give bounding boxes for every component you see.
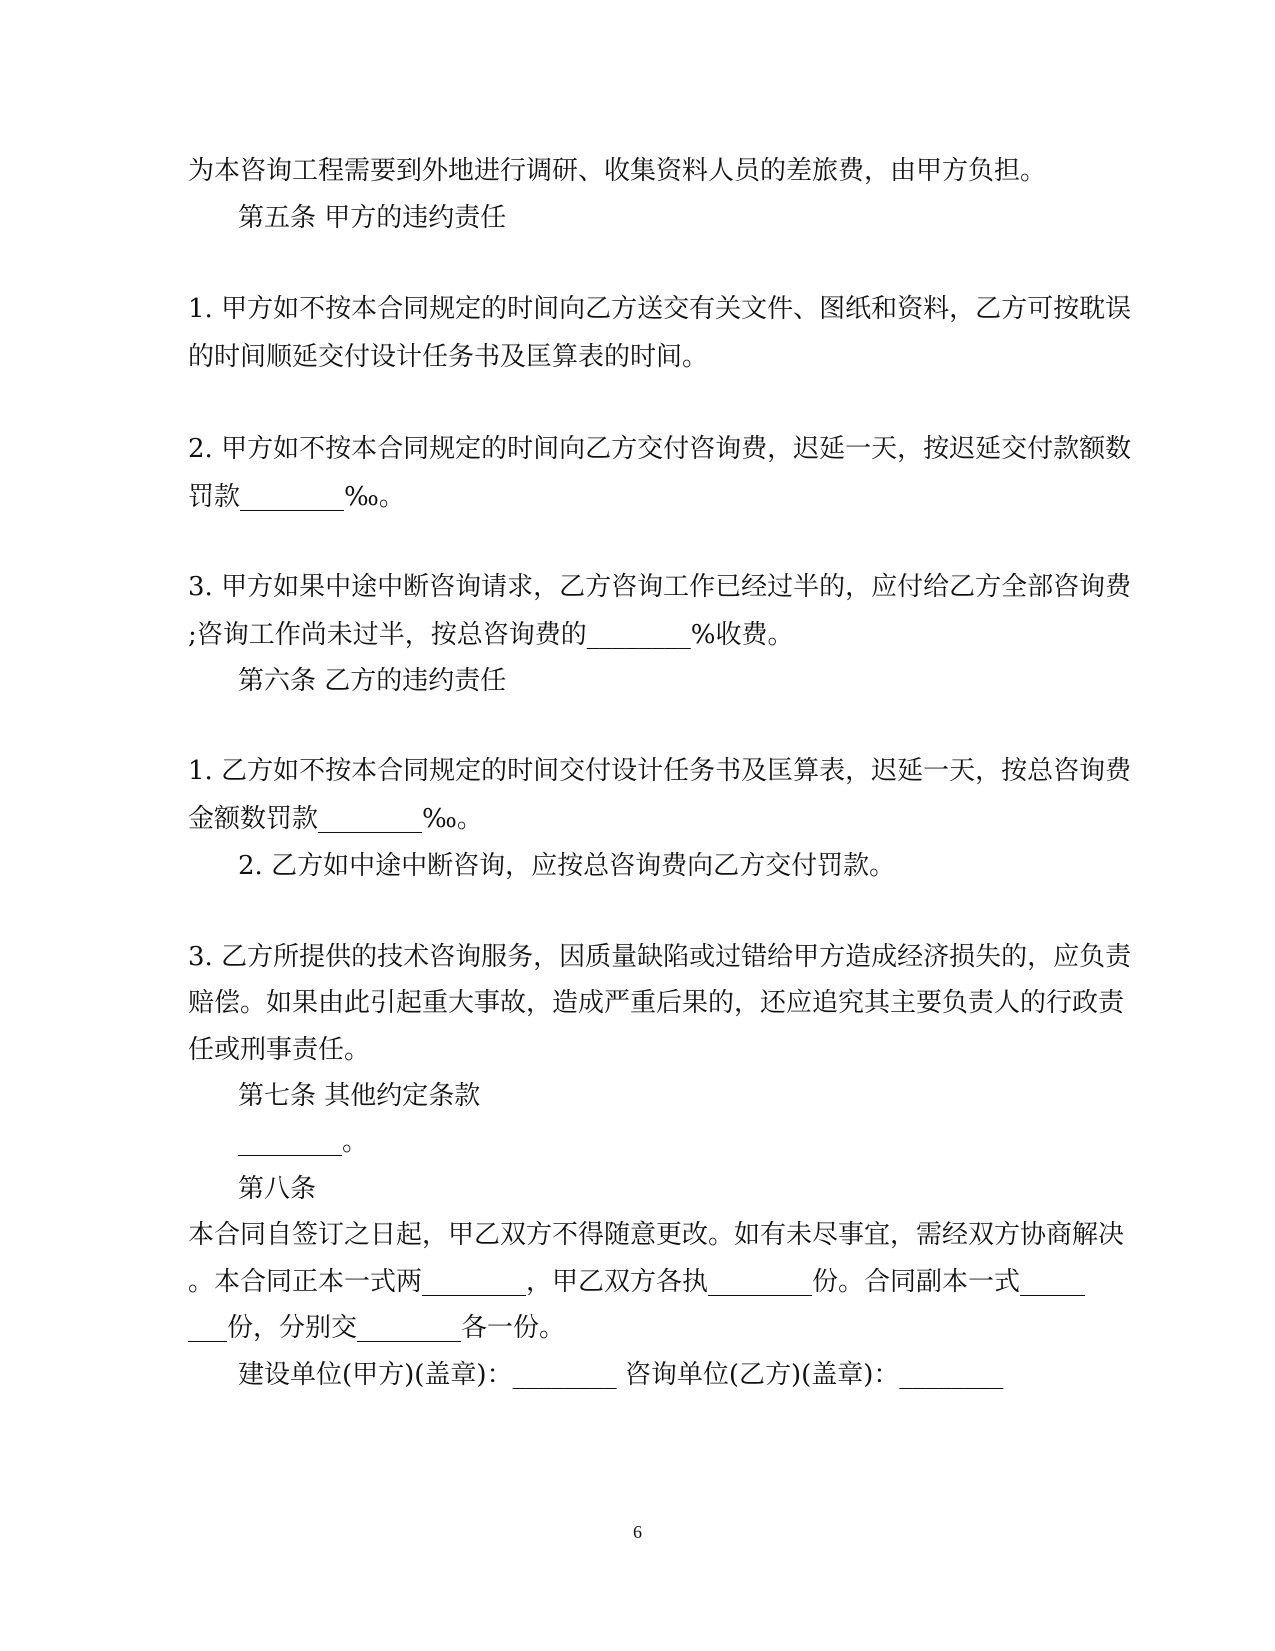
text-line: 任或刑事责任。 [188, 1035, 371, 1065]
text-line: 3. 乙方所提供的技术咨询服务，因质量缺陷或过错给甲方造成经济损失的，应负责 [188, 942, 1132, 972]
text-line: 金额数罚款________‰。 [188, 804, 483, 834]
text-line: 罚款________‰。 [188, 482, 405, 512]
text-line: 赔偿。如果由此引起重大事故，造成严重后果的，还应追究其主要负责人的行政责 [188, 988, 1125, 1018]
text-line: 3. 甲方如果中途中断咨询请求，乙方咨询工作已经过半的，应付给乙方全部咨询费 [188, 572, 1132, 602]
section-heading: 第七条 其他约定条款 [238, 1081, 481, 1111]
text-line: 2. 乙方如中途中断咨询，应按总咨询费向乙方交付罚款。 [238, 851, 896, 881]
blank-field-line: ________。 [238, 1127, 369, 1157]
signature-line: 建设单位(甲方)(盖章)：________ 咨询单位(乙方)(盖章)：________ [238, 1360, 1004, 1390]
text-line: 为本咨询工程需要到外地进行调研、收集资料人员的差旅费，由甲方负担。 [188, 156, 1047, 186]
section-heading: 第五条 甲方的违约责任 [238, 203, 507, 233]
section-heading: 第八条 [238, 1174, 317, 1204]
text-line: 的时间顺延交付设计任务书及匡算表的时间。 [188, 342, 709, 372]
page-number: 6 [633, 1522, 642, 1542]
section-heading: 第六条 乙方的违约责任 [238, 666, 507, 696]
text-line: ___份，分别交________各一份。 [188, 1313, 566, 1343]
text-line: 。本合同正本一式两________，甲乙双方各执________份。合同副本一式_____ [188, 1267, 1086, 1297]
text-line: 1. 乙方如不按本合同规定的时间交付设计任务书及匡算表，迟延一天，按总咨询费 [188, 756, 1132, 786]
text-line: 本合同自签订之日起，甲乙双方不得随意更改。如有未尽事宜，需经双方协商解决 [188, 1220, 1125, 1250]
text-line: 2. 甲方如不按本合同规定的时间向乙方交付咨询费，迟延一天，按迟延交付款额数 [188, 434, 1132, 464]
text-line: 1. 甲方如不按本合同规定的时间向乙方送交有关文件、图纸和资料，乙方可按耽误 [188, 294, 1132, 324]
text-line: ;咨询工作尚未过半，按总咨询费的________%收费。 [188, 620, 794, 650]
